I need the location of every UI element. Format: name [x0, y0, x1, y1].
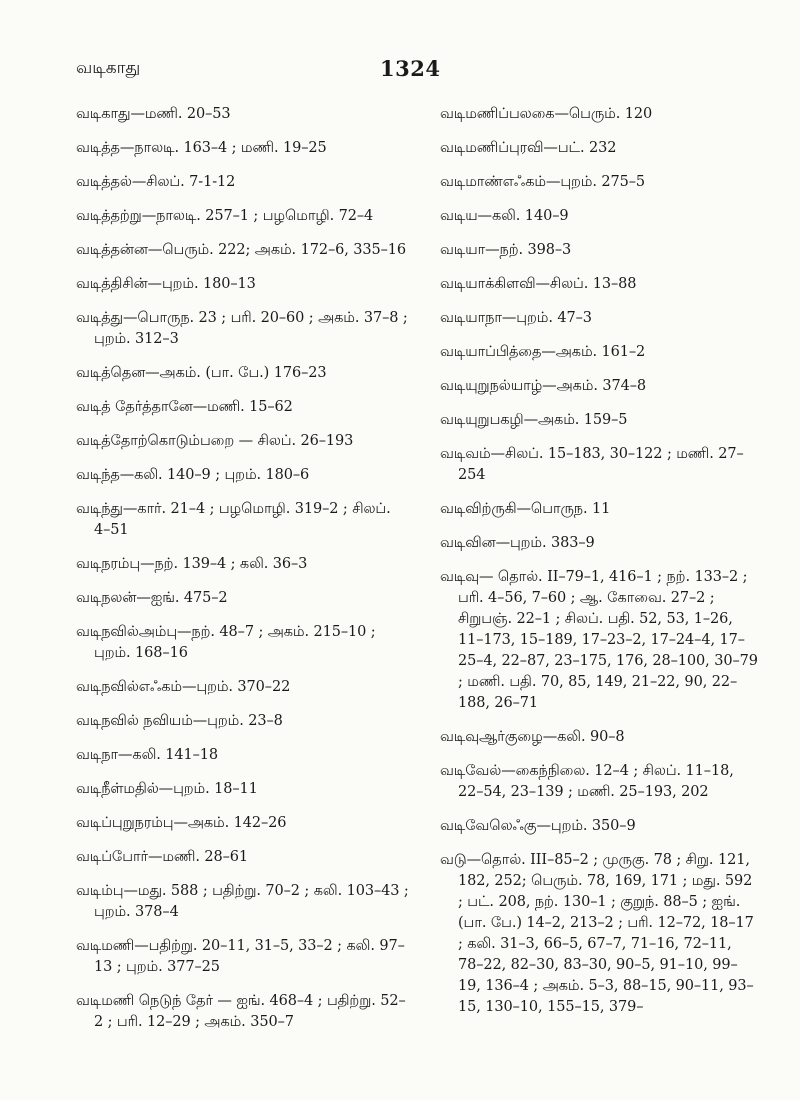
index-entry: வடிமணி—பதிற்று. 20–11, 31–5, 33–2 ; கலி. 97–13 ; புறம். 377–25	[76, 938, 405, 975]
index-entry: வடிவேல்—கைந்நிலை. 12–4 ; சிலப். 11–18, 22–54, 23–139 ; மணி. 25–193, 202	[440, 763, 734, 800]
index-entry: வடிகாது—மணி. 20–53	[76, 106, 231, 122]
index-entry: வடு—தொல். III–85–2 ; முருகு. 78 ; சிறு. 121, 182, 252; பெரும். 78, 169, 171 ; மது. 592 ; பட். 208, நற். 130–1 ; குறுந். 88–5 ; ஐங். (பா. பே.) 14–2, 213–2 ; பரி. 12–72, 18–17 ; கலி. 31–3, 66–5, 67–7, 71–16, 72–11, 78–22, 82–30, 83–30, 90–5, 91–10, 99–19, 136–4 ; அகம். 5–3, 88–15, 90–11, 93–15, 130–10, 155–15, 379–	[440, 852, 754, 1015]
index-entry: வடிநீள்மதில்—புறம். 18–11	[76, 781, 258, 797]
index-entry: வடிம்பு—மது. 588 ; பதிற்று. 70–2 ; கலி. 103–43 ; புறம். 378–4	[76, 883, 409, 920]
index-entry: வடிநரம்பு—நற். 139–4 ; கலி. 36–3	[76, 556, 308, 572]
index-entry: வடிநலன்—ஐங். 475–2	[76, 590, 228, 606]
index-entry: வடித்திசின்—புறம். 180–13	[76, 276, 256, 292]
index-entry: வடியாநா—புறம். 47–3	[440, 310, 592, 326]
page-number: 1324	[380, 56, 441, 81]
index-entry: வடிநவில்எஃகம்—புறம். 370–22	[76, 679, 291, 695]
index-entry: வடிவம்—சிலப். 15–183, 30–122 ; மணி. 27–254	[440, 446, 744, 483]
index-entry: வடிப்போர்—மணி. 28–61	[76, 849, 249, 865]
index-entry: வடிய—கலி. 140–9	[440, 208, 569, 224]
index-entry: வடித்தென—அகம். (பா. பே.) 176–23	[76, 365, 327, 381]
index-entry: வடிமாண்எஃகம்—புறம். 275–5	[440, 174, 646, 190]
index-entry: வடிமணிப்புரவி—பட். 232	[440, 140, 617, 156]
index-entry: வடிநா—கலி. 141–18	[76, 747, 219, 763]
index-entry: வடித்தோற்கொடும்பறை — சிலப். 26–193	[76, 433, 354, 449]
index-entry: வடிவிற்ருகி—பொருந. 11	[440, 501, 611, 517]
index-entry: வடியாக்கிளவி—சிலப். 13–88	[440, 276, 637, 292]
index-entry: வடித்த—நாலடி. 163–4 ; மணி. 19–25	[76, 140, 327, 156]
index-entry: வடிவுஆர்குழை—கலி. 90–8	[440, 729, 625, 745]
index-entry: வடிப்புறுநரம்பு—அகம். 142–26	[76, 815, 287, 831]
right-column	[440, 104, 758, 1031]
index-entry: வடிநவில் நவியம்—புறம். 23–8	[76, 713, 283, 729]
running-head: வடிகாது	[76, 58, 141, 78]
index-entry: வடியாப்பித்தை—அகம். 161–2	[440, 344, 646, 360]
index-entry: வடித் தேர்த்தானே—மணி. 15–62	[76, 399, 293, 415]
left-column	[76, 104, 410, 1046]
index-entry: வடிவேலெஃகு—புறம். 350–9	[440, 818, 636, 834]
index-entry: வடித்தல்—சிலப். 7-1-12	[76, 174, 236, 190]
index-entry: வடித்தன்ன—பெரும். 222; அகம். 172–6, 335–16	[76, 242, 407, 258]
index-entry: வடிமணி நெடுந் தேர் — ஐங். 468–4 ; பதிற்று. 52–2 ; பரி. 12–29 ; அகம். 350–7	[76, 993, 406, 1030]
index-entry: வடித்து—பொருந. 23 ; பரி. 20–60 ; அகம். 37–8 ; புறம். 312–3	[76, 310, 408, 347]
index-entry: வடிவு— தொல். II–79–1, 416–1 ; நற். 133–2 ; பரி. 4–56, 7–60 ; ஆ. கோவை. 27–2 ; சிறுபஞ். 22–1 ; சிலப். பதி. 52, 53, 1–26, 11–173, 15–189, 17–23–2, 17–24–4, 17–25–4, 22–87, 23–175, 176, 28–100, 30–79 ; மணி. பதி. 70, 85, 149, 21–22, 90, 22–188, 26–71	[440, 569, 758, 711]
index-entry: வடிவின—புறம். 383–9	[440, 535, 595, 551]
index-entry: வடிந்த—கலி. 140–9 ; புறம். 180–6	[76, 467, 310, 483]
index-entry: வடியா—நற். 398–3	[440, 242, 572, 258]
index-entry: வடிமணிப்பலகை—பெரும். 120	[440, 106, 653, 122]
index-entry: வடிந்து—கார். 21–4 ; பழமொழி. 319–2 ; சிலப். 4–51	[76, 501, 391, 538]
index-entry: வடிநவில்அம்பு—நற். 48–7 ; அகம். 215–10 ; புறம். 168–16	[76, 624, 376, 661]
index-entry: வடியுறுநல்யாழ்—அகம். 374–8	[440, 378, 647, 394]
index-entry: வடித்தற்று—நாலடி. 257–1 ; பழமொழி. 72–4	[76, 208, 374, 224]
index-entry: வடியுறுபகழி—அகம். 159–5	[440, 412, 628, 428]
